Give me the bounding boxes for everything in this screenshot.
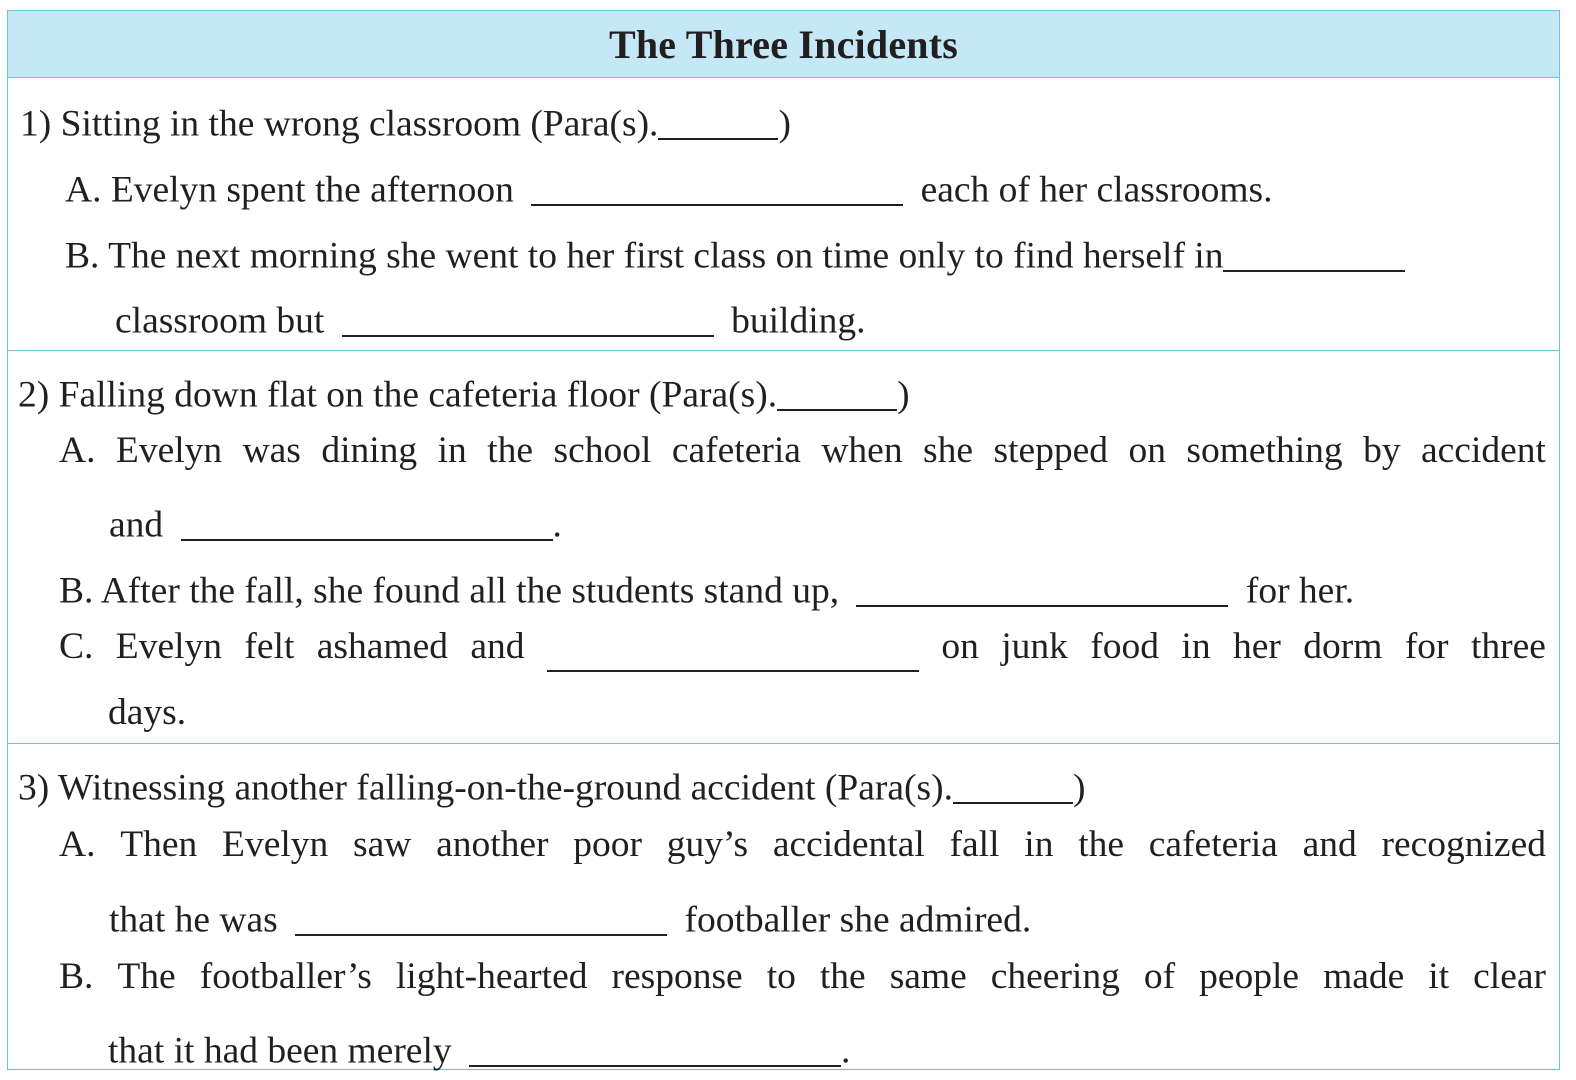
item-3b-line-1: B. The footballer’s light-hearted response to the same cheering of people made it clear [59, 956, 1546, 997]
table-title: The Three Incidents [8, 11, 1559, 78]
answer-blank[interactable] [342, 298, 714, 338]
answer-blank[interactable] [531, 167, 903, 207]
incident-section-3 [8, 744, 1559, 1070]
item-2c-line-1: C. Evelyn felt ashamed and on junk food in her dorm for three [59, 628, 1546, 668]
para-answer-blank[interactable] [777, 372, 897, 412]
answer-blank[interactable] [1223, 233, 1405, 273]
item-2c-line-2: days. [108, 692, 187, 733]
answer-blank[interactable] [469, 1028, 841, 1068]
item-1b-line-1: B. The next morning she went to her first class on time only to find herself in [65, 228, 1405, 275]
answer-blank[interactable] [181, 502, 553, 542]
item-3b-line-2: that it had been merely . [108, 1023, 850, 1070]
item-2a-line-1: A. Evelyn was dining in the school cafeteria when she stepped on something by accident [59, 430, 1546, 471]
worksheet-table [7, 10, 1560, 1070]
item-2b: B. After the fall, she found all the students stand up, for her. [59, 563, 1354, 610]
para-answer-blank[interactable] [658, 101, 778, 141]
answer-blank[interactable] [547, 633, 919, 673]
incident-section-1 [8, 78, 1559, 351]
incident-heading-2: 2) Falling down flat on the cafeteria floor (Para(s). ) [18, 367, 910, 414]
para-answer-blank[interactable] [953, 765, 1073, 805]
item-3a-line-1: A. Then Evelyn saw another poor guy’s accidental fall in the cafeteria and recognized [59, 824, 1546, 865]
incident-section-2 [8, 351, 1559, 744]
item-2a-line-2: and . [109, 497, 562, 544]
item-1a: A. Evelyn spent the afternoon each of her classrooms. [65, 162, 1273, 209]
incident-heading-3: 3) Witnessing another falling-on-the-ground accident (Para(s). ) [18, 760, 1086, 807]
item-1b-line-2: classroom but building. [115, 293, 866, 340]
answer-blank[interactable] [295, 897, 667, 937]
incident-heading-1: 1) Sitting in the wrong classroom (Para(s). ) [20, 96, 791, 143]
answer-blank[interactable] [856, 568, 1228, 608]
item-3a-line-2: that he was footballer she admired. [109, 892, 1031, 939]
